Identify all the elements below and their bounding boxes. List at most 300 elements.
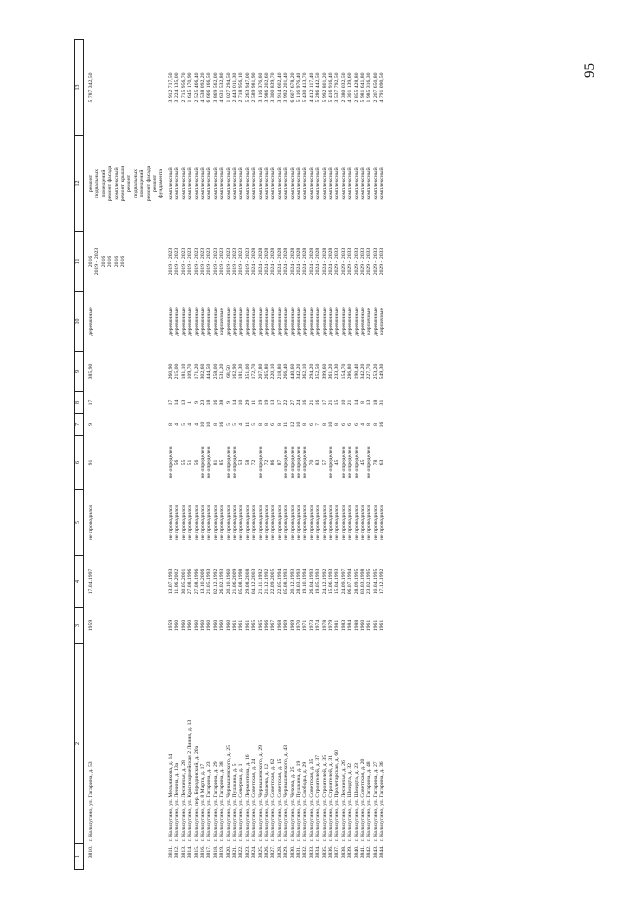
- row-material: деревянные: [193, 307, 200, 336]
- row-status: не проводился: [257, 505, 264, 540]
- row-sum: 5 286 442,50: [315, 72, 322, 103]
- row-address: г. Кольчугино, ул. Гагарина, д. 29: [212, 761, 219, 842]
- row-material: деревянные: [180, 307, 187, 336]
- row-sum: 5 430 413,70: [302, 72, 309, 103]
- row-col8: 16: [212, 399, 219, 406]
- row-col7: 8: [257, 423, 264, 426]
- row-material: деревянные: [257, 307, 264, 336]
- row-col7: 10: [328, 421, 335, 428]
- row-address: г. Кольчугино, ул. Советская, д. 24: [251, 758, 258, 842]
- row-year: 1960: [174, 619, 181, 632]
- row-col7: 6: [353, 423, 360, 426]
- row-works: комплексный: [244, 167, 251, 200]
- row-works: комплексный: [251, 167, 258, 200]
- row-works: комплексный: [270, 167, 277, 200]
- row-col8: 19: [257, 399, 264, 406]
- row-wear: 83: [315, 459, 322, 466]
- row-works: комплексный: [231, 167, 238, 200]
- row-date: 21.06.2009: [231, 568, 238, 595]
- row-material: деревянные: [231, 307, 238, 336]
- column-header: 1: [75, 844, 84, 870]
- row-wear: не определен: [366, 446, 373, 479]
- row-works: комплексный: [174, 167, 181, 200]
- row-wear: 72: [263, 459, 270, 466]
- row-sum: 2 855 428,80: [353, 72, 360, 103]
- row-col8: 21: [328, 399, 335, 406]
- row-year: 1960: [219, 619, 226, 632]
- row-wear: 45: [360, 459, 367, 466]
- row-col8: 13: [270, 399, 277, 406]
- row-address: г. Кольчугино, ул. Пушкина, д. 5: [231, 763, 238, 842]
- row-date: 28.03.1993: [296, 568, 302, 595]
- row-works: комплексный: [212, 167, 219, 200]
- row-material: кирпичные: [219, 308, 226, 335]
- row-works: комплексный: [372, 167, 379, 200]
- row-date: 05.08.1993: [283, 568, 290, 595]
- row-number: 3816.: [199, 845, 206, 859]
- row-years: 2024 - 2028: [257, 247, 264, 276]
- row-col8: 10: [238, 399, 245, 406]
- row-number: 3835.: [321, 845, 328, 859]
- row-col7: 8: [263, 423, 270, 426]
- row-number: 3833.: [308, 845, 315, 859]
- row-years: 2019 - 2023: [167, 247, 174, 276]
- row-years: 2029 - 2033: [340, 247, 347, 276]
- row-wear: не определен: [199, 446, 206, 479]
- row-col7: 12: [289, 421, 296, 428]
- row-col7: 8: [366, 423, 373, 426]
- row-col7: 11: [244, 421, 251, 428]
- row-date: 15.04.1993: [334, 568, 341, 595]
- row-works: комплексный: [283, 167, 290, 200]
- row-work-item: подвальных: [132, 169, 139, 198]
- row-area: 342,20: [360, 363, 367, 380]
- row-material: деревянные: [212, 307, 219, 336]
- row-status: не проводился: [347, 505, 354, 540]
- row-address: г. Кольчугино, ул. Мельникова, д. 14: [167, 753, 174, 842]
- row-number: 3829.: [283, 845, 290, 859]
- row-years: 2019 - 2023: [225, 247, 232, 276]
- row-wear: 91: [88, 459, 94, 466]
- row-area: 220,10: [270, 363, 277, 380]
- row-status: не проводился: [328, 505, 335, 540]
- row-number: 3818.: [212, 845, 219, 859]
- row-area: 302,60: [199, 363, 206, 380]
- row-col7: 5: [251, 423, 258, 426]
- row-status: не проводился: [296, 505, 302, 540]
- row-number: 3836.: [328, 845, 335, 859]
- column-header: 10: [75, 292, 84, 352]
- row-status: не проводился: [302, 505, 309, 540]
- row-number: 3840.: [353, 845, 360, 859]
- row-status: не проводился: [353, 505, 360, 540]
- row-sum: 6 607 678,20: [289, 72, 296, 103]
- column-header: 4: [75, 556, 84, 608]
- row-works: комплексный: [366, 167, 373, 200]
- row-status: не проводился: [340, 505, 347, 540]
- page-number: 95: [582, 63, 598, 78]
- row-year: 1960: [212, 619, 219, 632]
- row-material: деревянные: [360, 307, 367, 336]
- row-col7: 6: [340, 423, 347, 426]
- row-material: деревянные: [174, 307, 181, 336]
- row-year: 1979: [328, 619, 335, 632]
- row-col7: 8: [302, 423, 309, 426]
- row-col7: 4: [193, 423, 200, 426]
- row-status: не проводился: [174, 505, 181, 540]
- row-wear: не определен: [225, 446, 232, 479]
- row-address: г. Кольчугино, ул. Строителей, д. 35: [321, 754, 328, 842]
- row-col8: 18: [372, 399, 379, 406]
- row-col8: 18: [206, 399, 213, 406]
- row-year-item: 2019 - 2023: [94, 247, 101, 276]
- row-date: 11.06.2002: [174, 568, 181, 595]
- row-works: комплексный: [308, 167, 315, 200]
- row-col8: 17: [88, 399, 94, 406]
- row-year: 1983: [340, 619, 347, 632]
- row-date: 19.05.1993: [315, 568, 322, 595]
- row-sum: 2 380 032,50: [340, 72, 347, 103]
- row-date: 03.03.1998: [360, 568, 367, 595]
- housing-table: [74, 39, 386, 870]
- column-header: 6: [75, 436, 84, 490]
- row-number: 3811.: [167, 845, 174, 859]
- row-works: комплексный: [360, 167, 367, 200]
- row-years: 2024 - 2028: [302, 247, 309, 276]
- row-material: деревянные: [289, 307, 296, 336]
- row-sum: 1 985 316,30: [366, 72, 373, 103]
- row-material: деревянные: [88, 307, 94, 336]
- row-material: деревянные: [225, 307, 232, 336]
- row-number: 3812.: [174, 845, 181, 859]
- row-col8: 9: [193, 401, 200, 404]
- row-number: 3834.: [315, 845, 322, 859]
- row-wear: 53: [238, 459, 245, 466]
- row-address: г. Кольчугино, ул. Чернышевского, д. 29: [257, 744, 264, 842]
- row-material: деревянные: [263, 307, 270, 336]
- row-wear: не определен: [328, 446, 335, 479]
- row-sum: 2 589 981,90: [251, 72, 258, 103]
- table-row: [379, 40, 385, 870]
- row-area: 218,80: [276, 363, 283, 380]
- row-status: не проводился: [244, 505, 251, 540]
- row-area: 172,70: [251, 363, 258, 380]
- row-area: 385,90: [88, 363, 94, 380]
- column-number-row: [75, 40, 84, 870]
- row-wear: 81: [212, 459, 219, 466]
- rotated-table-area: [74, 40, 634, 870]
- row-wear: не определен: [296, 446, 302, 479]
- row-year-item: 2016: [100, 255, 107, 268]
- row-col7: 6: [270, 423, 277, 426]
- row-works: комплексный: [257, 167, 264, 200]
- row-address: г. Кольчугино, ул. Пушкина, д. 19: [296, 760, 302, 842]
- row-col8: 19: [263, 399, 270, 406]
- row-date: 23.02.1995: [366, 568, 373, 595]
- row-material: деревянные: [353, 307, 360, 336]
- row-sum: 5 787 342,50: [88, 72, 94, 103]
- row-number: 3817.: [206, 845, 213, 859]
- row-wear: 56: [193, 459, 200, 466]
- row-date: 20.10.1960: [225, 568, 232, 595]
- row-area: 171,20: [193, 363, 200, 380]
- row-material: деревянные: [321, 307, 328, 336]
- row-address: г. Кольчугино, ул. Строителей, д. 37: [315, 754, 322, 842]
- row-col7: 16: [219, 421, 226, 428]
- row-col8: 17: [276, 399, 283, 406]
- row-years-list: [84, 232, 168, 292]
- row-year: 1960: [180, 619, 187, 632]
- row-sum: 4 301 139,60: [347, 72, 354, 103]
- row-material: деревянные: [251, 307, 258, 336]
- row-years: 2019 - 2023: [238, 247, 245, 276]
- table-row-lead: [84, 40, 168, 870]
- row-status: не проводился: [283, 505, 290, 540]
- row-col7: 10: [296, 421, 302, 428]
- row-works: комплексный: [225, 167, 232, 200]
- row-col8: 10: [340, 399, 347, 406]
- row-col7: 8: [167, 423, 174, 426]
- row-col8: 23: [199, 399, 206, 406]
- row-sum: 3 224 135,00: [174, 72, 181, 103]
- row-date: 13.10.2006: [199, 568, 206, 595]
- row-status: не проводился: [270, 505, 277, 540]
- row-address: г. Кольчугино, ул. Ленина, д. 13а: [174, 762, 181, 842]
- row-status: не проводился: [225, 505, 232, 540]
- row-sum: 2 715 956,70: [180, 72, 187, 103]
- row-year: 1981: [334, 619, 341, 632]
- row-wear: не определен: [353, 446, 360, 479]
- column-header: 11: [75, 232, 84, 292]
- row-year: 1960: [187, 619, 194, 632]
- row-works: комплексный: [167, 167, 174, 200]
- row-address: г. Кольчугино, пер. Бородинский, д. 20а: [193, 745, 200, 842]
- row-wear: не определен: [289, 446, 296, 479]
- row-work-item: ремонт: [152, 174, 159, 193]
- row-years: 2024 - 2028: [315, 247, 322, 276]
- row-col7: 9: [88, 423, 94, 426]
- row-status: не проводился: [263, 505, 270, 540]
- row-address: г. Кольчугино, ул. Чехова, д. 25: [289, 766, 296, 842]
- row-years: 2019 - 2023: [244, 247, 251, 276]
- row-area: 440,60: [289, 363, 296, 380]
- row-address: г. Кольчугино, ул. Лесничья, д. 26: [340, 760, 347, 842]
- row-area: 181,30: [238, 363, 245, 380]
- row-years: 2019 - 2023: [219, 247, 226, 276]
- row-year: 1969: [283, 619, 290, 632]
- row-wear: не определен: [231, 446, 238, 479]
- row-number: 3837.: [334, 845, 341, 859]
- row-sum: 5 263 947,00: [244, 72, 251, 103]
- row-sum: 5 116 976,40: [296, 72, 302, 103]
- row-date: 22.09.2005: [270, 568, 277, 595]
- row-status: не проводился: [199, 505, 206, 540]
- row-address: г. Кольчугино, ул. Лесничья, д. 28: [180, 760, 187, 842]
- row-area: 253,20: [372, 363, 379, 380]
- row-number: 3820.: [225, 845, 232, 859]
- row-address: г. Кольчугино, ул. Советская, д. 20: [360, 758, 367, 842]
- row-number: 3841.: [360, 845, 367, 859]
- row-address: г. Кольчугино, ул. Шмидта, д. 32: [347, 762, 354, 842]
- row-col7: 4: [174, 423, 181, 426]
- row-date: 10.04.1995: [372, 568, 379, 595]
- row-material: деревянные: [283, 307, 290, 336]
- row-status: не проводился: [212, 505, 219, 540]
- row-status: не проводился: [187, 505, 194, 540]
- row-number: 3810.: [88, 845, 94, 859]
- row-material: деревянные: [244, 307, 251, 336]
- row-status: не проводился: [238, 505, 245, 540]
- row-sum: 4 412 117,40: [308, 72, 315, 103]
- row-number: 3827.: [270, 845, 277, 859]
- row-year: 1974: [315, 619, 322, 632]
- row-work-item: фундамента: [158, 168, 165, 199]
- row-col7: 4: [238, 423, 245, 426]
- row-wear: 56: [174, 459, 181, 466]
- row-status: не проводился: [193, 505, 200, 540]
- row-col7: 10: [199, 421, 206, 428]
- column-header: 5: [75, 490, 84, 556]
- row-year: 1965: [257, 619, 264, 632]
- row-year: 1960: [206, 619, 213, 632]
- row-date: 28.09.1995: [353, 568, 360, 595]
- row-material: деревянные: [340, 307, 347, 336]
- row-col7: 10: [206, 421, 213, 428]
- row-number: 3843.: [372, 845, 379, 859]
- row-works-list: [84, 136, 168, 232]
- row-area: 190,40: [353, 363, 360, 380]
- row-year: 1960: [193, 619, 200, 632]
- row-area: 351,00: [244, 363, 251, 380]
- row-material: деревянные: [302, 307, 309, 336]
- row-sum: 1 645 170,90: [187, 72, 194, 103]
- row-wear: 86: [270, 459, 277, 466]
- row-year: 1961: [238, 619, 245, 632]
- row-address: г. Кольчугино, ул. Северная, д. 1: [238, 763, 245, 842]
- row-year: 1967: [270, 619, 277, 632]
- row-number: 3825.: [257, 845, 264, 859]
- row-date: 24.12.1992: [321, 568, 328, 595]
- row-years: 2024 - 2028: [283, 247, 290, 276]
- row-date: 04.12.2003: [251, 568, 258, 595]
- row-years: 2019 - 2023: [187, 247, 194, 276]
- row-address: г. Кольчугино, ул. Гагарина, д. 53: [88, 761, 94, 842]
- row-address: г. Кольчугино, ул. Чернышевского, д. 43: [283, 744, 290, 842]
- row-number: 3828.: [276, 845, 283, 859]
- row-address: г. Кольчугино, ул. Гагарина, д. 36: [379, 761, 386, 842]
- row-area: 233,30: [334, 363, 341, 380]
- row-area: 444,50: [206, 363, 213, 380]
- row-sum: 3 869 562,00: [212, 72, 219, 103]
- row-status: не проводился: [372, 505, 379, 540]
- row-area: 362,10: [302, 363, 309, 380]
- row-material: деревянные: [199, 307, 206, 336]
- row-year-item: 2016: [120, 255, 127, 268]
- row-material: деревянные: [347, 307, 354, 336]
- row-work-item: ремонт фасада: [107, 165, 114, 202]
- row-col8: 11: [251, 399, 258, 406]
- row-year: 1959: [167, 619, 174, 632]
- row-date: 26.04.1993: [308, 568, 315, 595]
- row-col7: 6: [347, 423, 354, 426]
- row-year: 1961: [379, 619, 386, 632]
- row-col7: 8: [372, 423, 379, 426]
- row-years: 2029 - 2033: [347, 247, 354, 276]
- row-years: 2019 - 2023: [231, 247, 238, 276]
- row-year: 1978: [321, 619, 328, 632]
- row-wear: 51: [187, 459, 194, 466]
- row-years: 2019 - 2023: [206, 247, 213, 276]
- row-address: г. Кольчугино, ул. Пролетарская, д. 60: [334, 749, 341, 842]
- row-col8: 16: [315, 399, 322, 406]
- row-status: не проводился: [276, 505, 283, 540]
- column-header: 9: [75, 352, 84, 392]
- row-address: г. Кольчугино, ул. Красноармейская 2 Линия, д. 13: [187, 719, 194, 842]
- row-works: комплексный: [296, 167, 302, 200]
- row-status: не проводился: [88, 505, 94, 540]
- row-address: г. Кольчугино, ул. Советская, д. 62: [270, 758, 277, 842]
- row-sum: 5 416 916,40: [328, 72, 335, 103]
- row-wear: 63: [379, 459, 386, 466]
- row-work-item: подвальных: [94, 169, 101, 198]
- row-status: не проводился: [206, 505, 213, 540]
- row-year: 1984: [347, 619, 354, 632]
- row-number: 3822.: [238, 845, 245, 859]
- row-sum: 4 631 532,80: [219, 72, 226, 103]
- row-address: г. Кольчугино, ул. Шмидта, д. 23: [353, 762, 360, 842]
- row-years: 2024 - 2028: [289, 247, 296, 276]
- row-wear: 78: [372, 459, 379, 466]
- row-sum: 2 443 011,30: [231, 72, 238, 103]
- row-work-item: ремонт: [126, 174, 133, 193]
- row-col7: 4: [187, 423, 194, 426]
- row-works: комплексный: [187, 167, 194, 200]
- row-years: 2024 - 2028: [308, 247, 315, 276]
- row-works: комплексный: [328, 167, 335, 200]
- row-wear: не определен: [283, 446, 290, 479]
- row-date: 21.11.1992: [257, 568, 264, 595]
- row-work-item: ремонт: [88, 174, 94, 193]
- row-col8: 21: [347, 399, 354, 406]
- row-col8: 9: [225, 401, 232, 404]
- row-works: комплексный: [302, 167, 309, 200]
- row-work-item: помещений: [100, 169, 107, 198]
- row-col8: 13: [366, 399, 373, 406]
- row-year: 1961: [244, 619, 251, 632]
- row-status: не проводился: [231, 505, 238, 540]
- row-wear: не определен: [257, 446, 264, 479]
- row-number: 3819.: [219, 845, 226, 859]
- row-status: не проводился: [366, 505, 373, 540]
- row-wear: 72: [251, 459, 258, 466]
- row-year: 1961: [231, 619, 238, 632]
- row-col8: 17: [321, 399, 328, 406]
- row-sum: 3 300 839,70: [270, 72, 277, 103]
- row-number: 3839.: [347, 845, 354, 859]
- row-address: г. Кольчугино, ул. 8 Марта, д. 17: [199, 763, 206, 842]
- row-date: 02.12.1992: [212, 568, 219, 595]
- row-works: комплексный: [199, 167, 206, 200]
- row-date: 06.07.1994: [347, 568, 354, 595]
- row-date: 17.12.1992: [379, 568, 386, 595]
- row-area: 531,20: [219, 363, 226, 380]
- row-wear: 55: [180, 459, 187, 466]
- row-works: комплексный: [206, 167, 213, 200]
- row-material: деревянные: [276, 307, 283, 336]
- row-date: 30.05.2001: [180, 568, 187, 595]
- row-year: 1965: [251, 619, 258, 632]
- row-sum: 3 914 602,40: [276, 72, 283, 103]
